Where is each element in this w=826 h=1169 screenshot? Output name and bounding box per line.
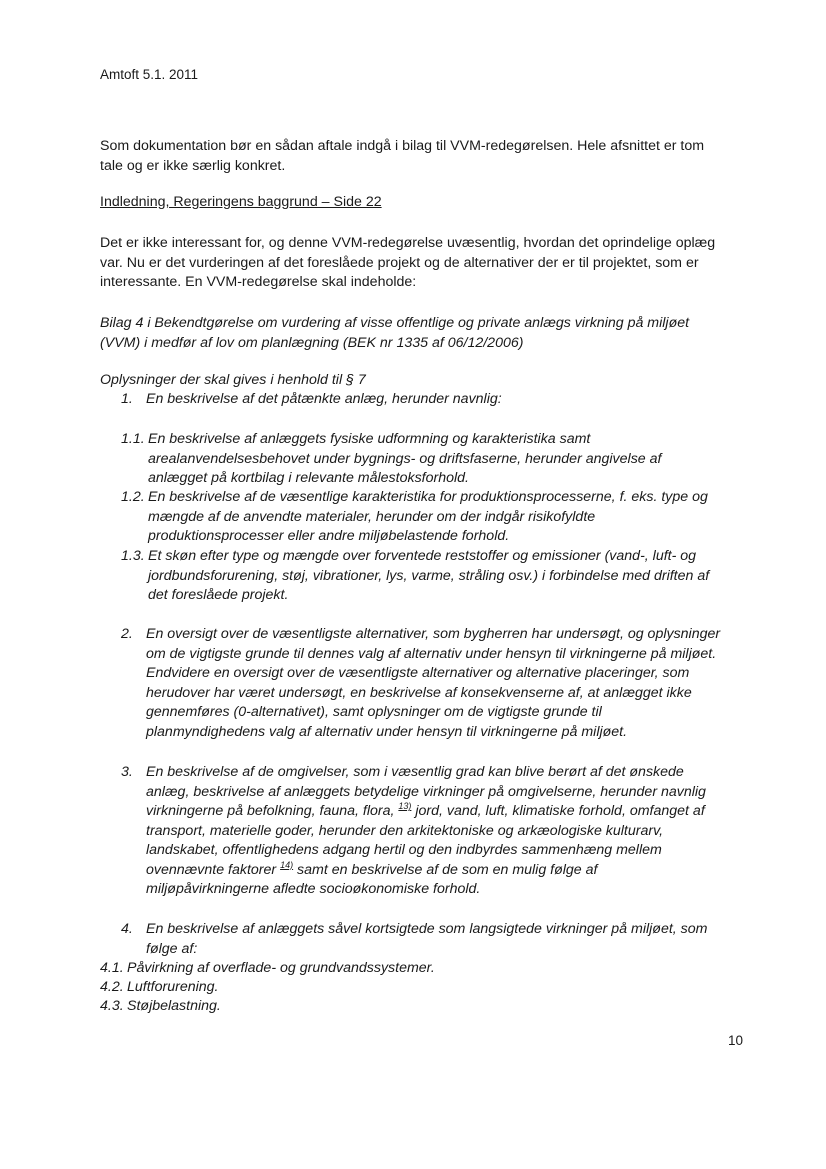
- text-line: Det er ikke interessant for, og denne VVM-redegørelse uvæsentlig, hvordan det oprindelige oplæg: [100, 235, 716, 251]
- footnote-ref-14[interactable]: 14): [280, 859, 294, 870]
- intro-paragraph: [100, 137, 740, 176]
- page-header: Amtoft 5.1. 2011: [100, 67, 199, 82]
- list-number: 3.: [121, 764, 133, 780]
- text-line: mængde af de anvendte materialer, herunder om der indgår risikofyldte: [148, 508, 596, 525]
- text-fragment: samt en beskrivelse af de som en mulig følge af: [293, 861, 598, 878]
- footnote-ref-13[interactable]: 13): [398, 801, 412, 811]
- text-line: En beskrivelse af det påtænkte anlæg, herunder navnlig:: [146, 391, 502, 407]
- text-line: det foreslåede projekt.: [148, 587, 289, 603]
- section-heading: Indledning, Regeringens baggrund – Side 22: [100, 194, 382, 210]
- text-line: En beskrivelse af de væsentlige karakteristika for produktionsprocesserne, f. eks. type og: [148, 489, 708, 505]
- text-line: transport, materielle goder, herunder den arkitektoniske og arkæologiske kulturarv,: [146, 822, 664, 839]
- text-line: interessante. En VVM-redegørelse skal indeholde:: [100, 274, 417, 290]
- list-number: 1.2.: [121, 489, 145, 505]
- text-line: En oversigt over de væsentligste alternativer, som bygherren har undersøgt, og oplysninger: [146, 626, 721, 642]
- text-line: (VVM) i medfør af lov om planlægning (BEK nr 1335 af 06/12/2006): [100, 334, 524, 351]
- list-number: 4.: [121, 921, 133, 937]
- list-text: Luftforurening.: [127, 979, 219, 995]
- page-number: 10: [728, 1033, 744, 1048]
- text-fragment: ovennævnte faktorer: [146, 861, 281, 878]
- text-line: En beskrivelse af anlæggets såvel kortsigtede som langsigtede virkninger på miljøet, som: [146, 921, 708, 937]
- list-number: 4.1.: [100, 960, 124, 976]
- text-line: om de vigtigste grunde til dennes valg af alternativ under hensyn til virkningerne på miljøet.: [146, 645, 717, 662]
- text-line: Bilag 4 i Bekendtgørelse om vurdering af visse offentlige og private anlægs virkning på miljøet: [100, 315, 690, 331]
- list-number: 2.: [121, 626, 133, 642]
- text-fragment: virkningerne på befolkning, fauna, flora,: [146, 803, 399, 819]
- text-line: produktionsprocesser eller andre miljøbelastende forhold.: [148, 528, 510, 544]
- text-line: følge af:: [146, 940, 198, 957]
- list-text: Påvirkning af overflade- og grundvandssystemer.: [127, 960, 435, 976]
- oplysninger-heading: Oplysninger der skal gives i henhold til § 7: [100, 372, 366, 388]
- text-line: miljøpåvirkningerne afledte socioøkonomiske forhold.: [146, 881, 481, 897]
- text-line: En beskrivelse af anlæggets fysiske udformning og karakteristika samt: [148, 431, 591, 447]
- list-text: Støjbelastning.: [127, 998, 221, 1014]
- text-line: anlægget på kortbilag i relevante målestoksforhold.: [148, 470, 469, 486]
- list-number: 1.3.: [121, 548, 145, 564]
- text-line: arealanvendelsesbehovet under bygnings- og driftsfaserne, herunder angivelse af: [148, 450, 662, 467]
- text-line: planmyndighedens valg af alternativ under hensyn til virkningerne på miljøet.: [146, 723, 628, 740]
- list-number: 4.2.: [100, 979, 124, 995]
- bilag-reference: [100, 314, 740, 353]
- text-line: tale og er ikke særlig konkret.: [100, 157, 286, 174]
- text-line: gennemføres (0-alternativet), samt oplysninger om de vigtigste grunde til: [146, 704, 602, 720]
- text-line: Endvidere en oversigt over de væsentligste alternativer og alternative placeringer, som: [146, 665, 690, 681]
- text-line: var. Nu er det vurderingen af det foreslåede projekt og de alternativer der er til projektet, som er: [100, 254, 699, 271]
- list-number: 1.1.: [121, 431, 145, 447]
- list-number: 4.3.: [100, 998, 124, 1014]
- text-line: [146, 861, 706, 881]
- text-line: Et skøn efter type og mængde over forventede reststoffer og emissioner (vand-, luft- og: [148, 548, 697, 564]
- body-paragraph: [100, 234, 740, 293]
- text-line: herudover har været undersøgt, en beskrivelse af konsekvenserne af, at anlægget ikke: [146, 684, 692, 701]
- text-line: En beskrivelse af de omgivelser, som i væsentlig grad kan blive berørt af det ønskede: [146, 764, 684, 780]
- text-line: jordbundsforurening, støj, vibrationer, lys, varme, stråling osv.) i forbindelse med driften af: [148, 567, 710, 584]
- text-fragment: jord, vand, luft, klimatiske forhold, omfanget af: [411, 803, 705, 819]
- text-line: landskabet, offentlighedens adgang hertil og den indbyrdes sammenhæng mellem: [146, 842, 662, 858]
- text-line: Som dokumentation bør en sådan aftale indgå i bilag til VVM-redegørelsen. Hele afsnittet er tom: [100, 138, 705, 154]
- list-number: 1.: [121, 391, 133, 407]
- text-line: [146, 802, 706, 822]
- text-line: anlæg, beskrivelse af anlæggets betydelige virkninger på omgivelserne, herunder navnlig: [146, 783, 706, 800]
